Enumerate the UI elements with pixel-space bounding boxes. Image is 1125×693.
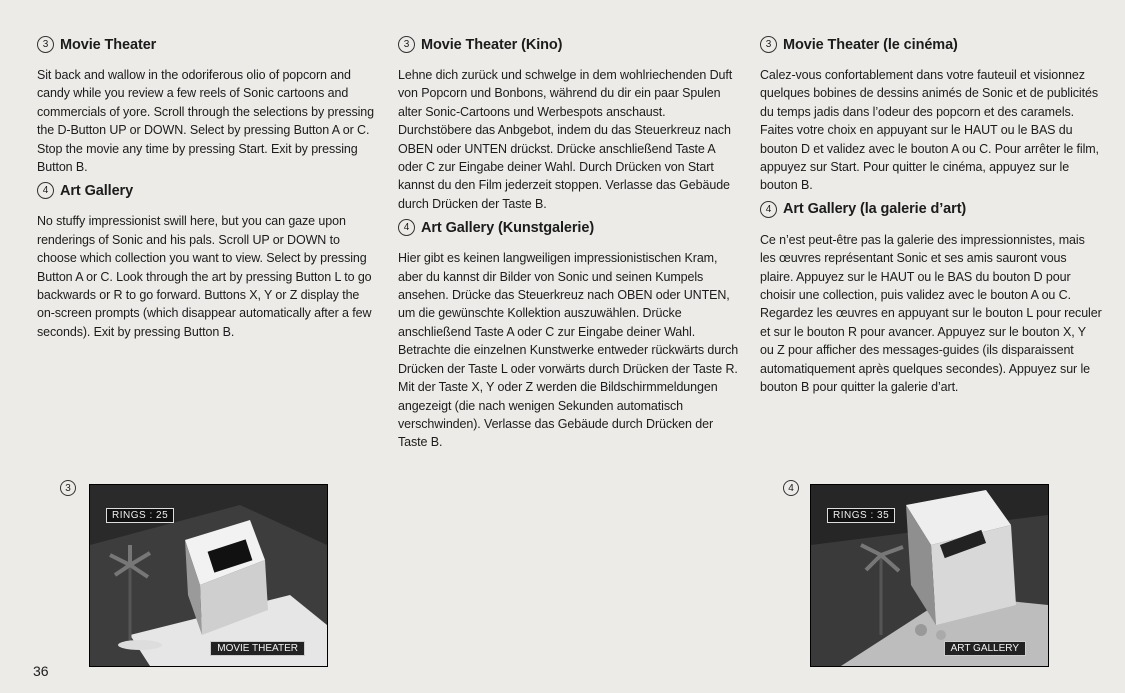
location-label: MOVIE THEATER — [210, 641, 305, 656]
screenshot-caption-number: 4 — [783, 480, 799, 496]
movie-theater-screenshot — [89, 484, 328, 667]
heading-text: Movie Theater (Kino) — [421, 36, 563, 53]
movie-theater-heading-de — [398, 36, 742, 53]
sonic-character — [915, 624, 927, 636]
screenshot-caption-number: 3 — [60, 480, 76, 496]
section-number-badge: 3 — [760, 36, 777, 53]
page-number: 36 — [33, 663, 49, 679]
section-number-badge: 4 — [398, 219, 415, 236]
section-number-badge: 3 — [37, 36, 54, 53]
heading-text: Art Gallery — [60, 182, 134, 199]
art-gallery-heading-de — [398, 219, 742, 236]
art-gallery-screenshot — [810, 484, 1049, 667]
heading-text: Art Gallery (Kunstgalerie) — [421, 219, 595, 236]
column-french — [760, 36, 1102, 403]
section-number-badge: 4 — [37, 182, 54, 199]
heading-text: Art Gallery (la galerie d’art) — [783, 201, 967, 218]
rings-counter: RINGS : 25 — [106, 508, 174, 523]
movie-theater-body-en: Sit back and wallow in the odoriferous olio of popcorn and candy while you review a few reels of Sonic cartoons and commercials of yore. Scroll through the selections by pressing the D-Button UP or DOWN. Select by pressing Button A or C. Stop the movie any time by pressing Start. Exit by pressing Button B. — [37, 68, 375, 175]
column-english — [37, 36, 379, 347]
rings-counter: RINGS : 35 — [827, 508, 895, 523]
heading-text: Movie Theater — [60, 36, 157, 53]
art-gallery-body-en: No stuffy impressionist swill here, but you can gaze upon renderings of Sonic and his pals. Scroll UP or DOWN to choose which collection you want to view. Select by pressing Button A or C. Look through the art by pressing Button L to go backwards or R to go forward. Buttons X, Y or Z display the on-screen prompts (which disappear automatically after a few seconds). Exit by pressing Button B. — [37, 214, 372, 339]
location-label: ART GALLERY — [944, 641, 1026, 656]
movie-theater-body-fr: Calez-vous confortablement dans votre fauteuil et visionnez quelques bobines de dessins animés de Sonic et de publicités du temps jadis dans l’odeur des popcorn et des caramels. Faites votre choix en appuyant sur le HAUT ou le BAS du bouton D et validez avec le bouton A ou C. Pour arrêter le film, appuyez sur Start. Pour quitter le cinéma, appuyez sur le bouton B. — [760, 68, 1099, 193]
art-gallery-body-de: Hier gibt es keinen langweiligen impressionistischen Kram, aber du kannst dir Bilder von Sonic und seinen Kumpels ansehen. Drücke das Steuerkreuz nach OBEN oder UNTEN, um die gewünschte Kollektion auszuwählen. Drücke anschließend Taste A oder C zur Eingabe deiner Wahl. Betrachte die einzelnen Kunstwerke entweder rückwärts durch Drücken der Taste L oder vorwärts durch Drücken der Taste R. Mit der Taste X, Y oder Z werden die Bildschirmmeldungen angezeigt (die nach wenigen Sekunden automatisch verschwinden). Verlasse das Gebäude durch Drücken der Taste B. — [398, 251, 739, 450]
art-gallery-heading-fr — [760, 201, 1102, 218]
movie-theater-heading-en — [37, 36, 379, 53]
movie-theater-heading-fr — [760, 36, 1102, 53]
movie-theater-body-de: Lehne dich zurück und schwelge in dem wohlriechenden Duft von Popcorn und Bonbons, während du dir ein paar Spulen alter Sonic-Cartoons und Werbespots anschaust. Durchstöbere das Anbgebot, indem du das Steuerkreuz nach OBEN oder UNTEN drückst. Drücke anschließend Taste A oder C zur Eingabe deiner Wahl. Durch Drücken von Start kannst du den Film jederzeit stoppen. Verlasse das Gebäude durch Drücken der Taste B. — [398, 68, 733, 211]
bench — [118, 640, 162, 650]
art-gallery-body-fr: Ce n’est peut-être pas la galerie des impressionnistes, mais les œuvres représentant Sonic et ses amis sauront vous plaire. Appuyez sur le HAUT ou le BAS du bouton D pour choisir une collection, puis validez avec le bouton A ou C. Regardez les œuvres en appuyant sur le bouton L pour reculer et sur le bouton R pour avancer. Appuyez sur le bouton X, Y ou Z pour afficher des messages-guides (ils disparaissent automatiquement après quelques secondes). Appuyez sur le bouton B pour quitter la galerie d’art. — [760, 232, 1102, 395]
section-number-badge: 3 — [398, 36, 415, 53]
column-german — [398, 36, 742, 458]
ring-item — [936, 630, 946, 640]
section-number-badge: 4 — [760, 201, 777, 218]
heading-text: Movie Theater (le cinéma) — [783, 36, 958, 53]
art-gallery-heading-en — [37, 182, 379, 199]
